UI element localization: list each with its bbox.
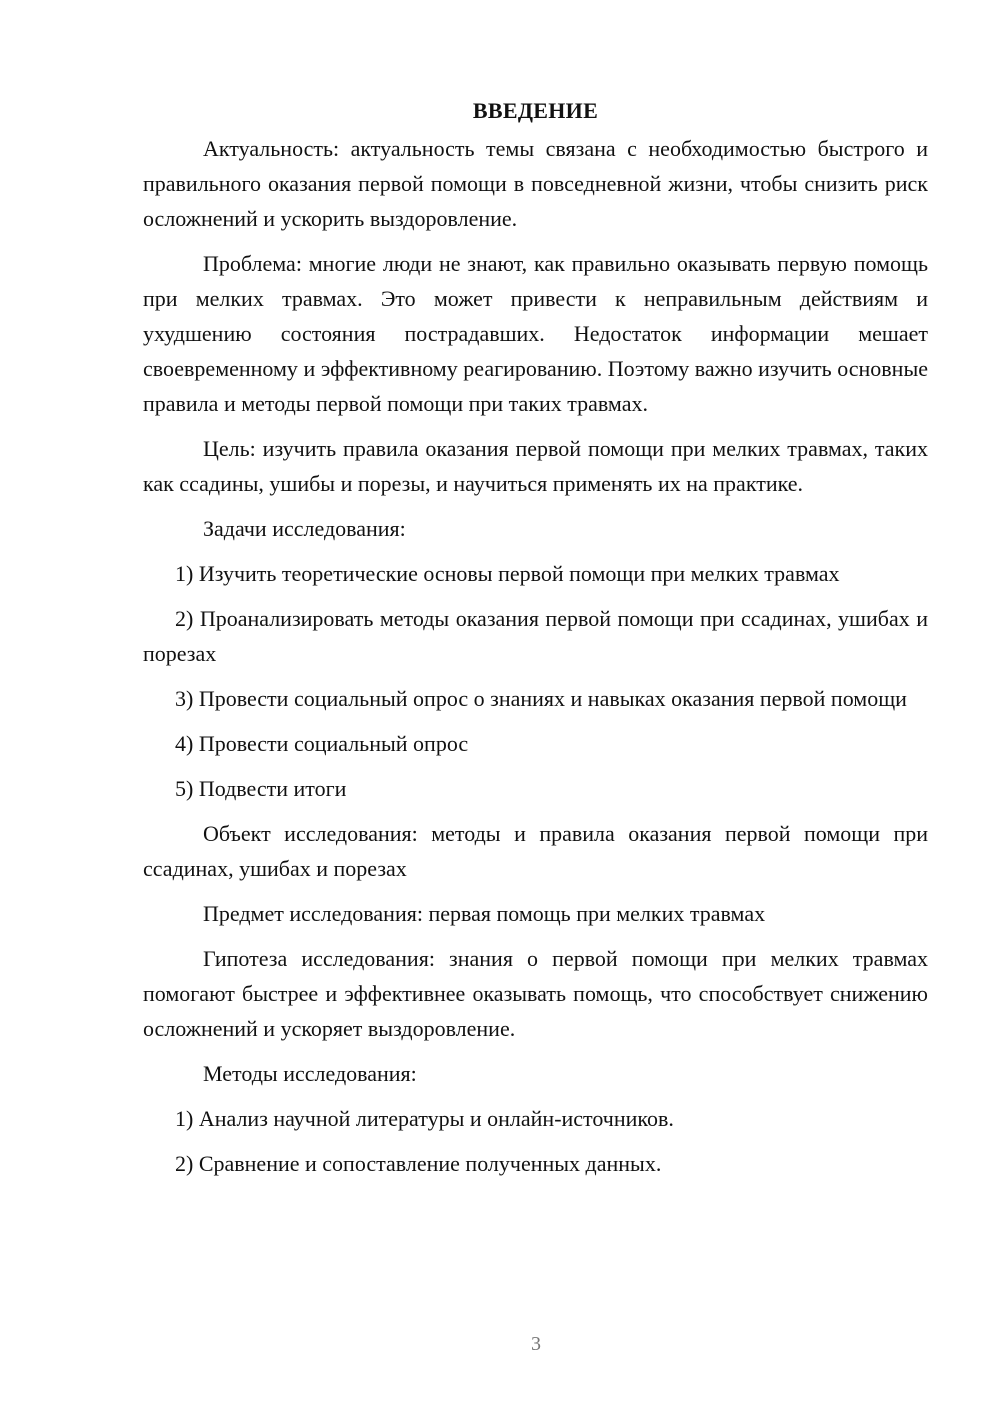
page-title: ВВЕДЕНИЕ <box>472 98 599 123</box>
task-item-5: 5) Подвести итоги <box>175 776 347 801</box>
tasks-heading: Задачи исследования: <box>203 516 406 541</box>
relevance-paragraph: Актуальность: актуальность темы связана с необходимостью быстрого и правильного оказания первой помощи в повседневной жизни, чтобы снизить риск осложнений и ускорить выздоровление. <box>143 136 928 231</box>
task-item-2: 2) Проанализировать методы оказания первой помощи при ссадинах, ушибах и порезах <box>143 606 928 666</box>
object-paragraph: Объект исследования: методы и правила оказания первой помощи при ссадинах, ушибах и порезах <box>143 821 928 881</box>
task-item-3: 3) Провести социальный опрос о знаниях и навыках оказания первой помощи <box>175 686 907 711</box>
problem-paragraph: Проблема: многие люди не знают, как правильно оказывать первую помощь при мелких травмах. Это может привести к неправильным действиям и ухудшению состояния пострадавших. Недостаток информации мешает своевременному и эффективному реагированию. Поэтому важно изучить основные правила и методы первой помощи при таких травмах. <box>143 251 928 416</box>
goal-paragraph: Цель: изучить правила оказания первой помощи при мелких травмах, таких как ссадины, ушибы и порезы, и научиться применять их на практике. <box>143 436 928 496</box>
subject-paragraph: Предмет исследования: первая помощь при мелких травмах <box>203 901 766 926</box>
document-page <box>143 96 928 1191</box>
hypothesis-paragraph: Гипотеза исследования: знания о первой помощи при мелких травмах помогают быстрее и эффективнее оказывать помощь, что способствует снижению осложнений и ускоряет выздоровление. <box>143 946 928 1041</box>
methods-heading: Методы исследования: <box>203 1061 417 1086</box>
task-item-1: 1) Изучить теоретические основы первой помощи при мелких травмах <box>175 561 840 586</box>
task-item-4: 4) Провести социальный опрос <box>175 731 469 756</box>
method-item-1: 1) Анализ научной литературы и онлайн-источников. <box>175 1106 674 1131</box>
page-number: 3 <box>531 1333 541 1355</box>
method-item-2: 2) Сравнение и сопоставление полученных данных. <box>175 1151 662 1176</box>
